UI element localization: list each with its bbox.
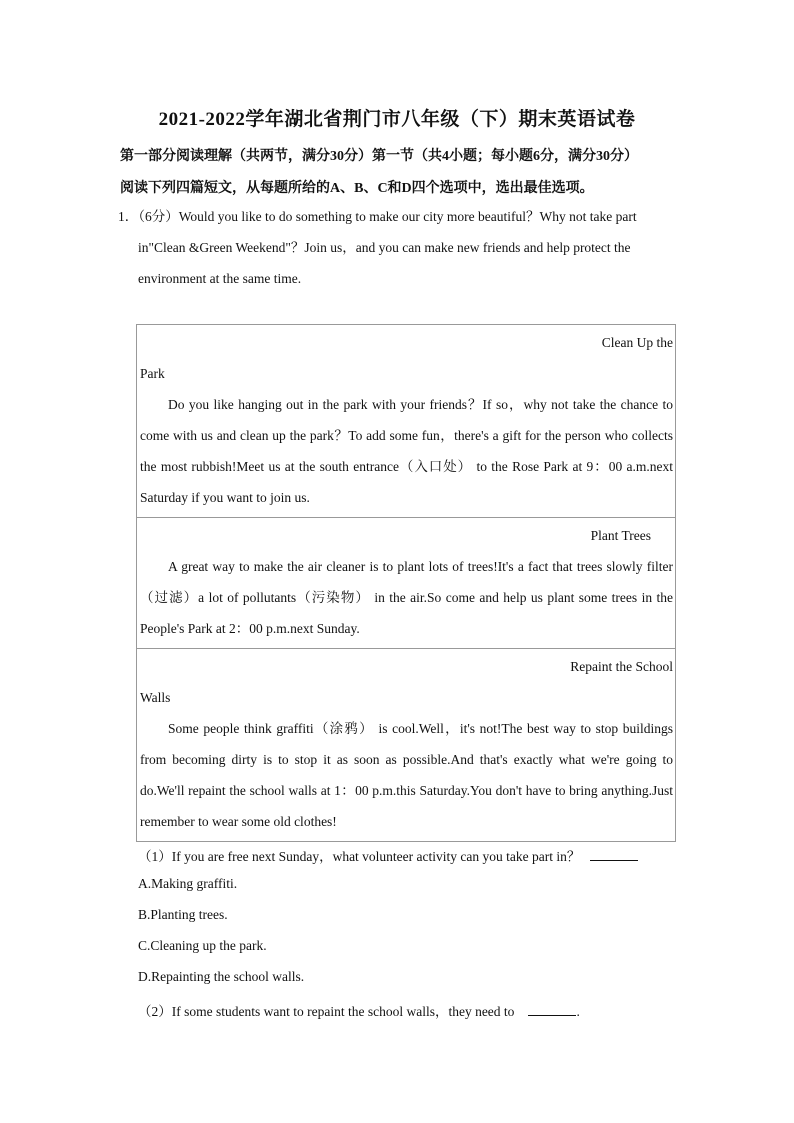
passage-table — [136, 324, 676, 842]
question-text-line3: environment at the same time. — [138, 271, 302, 286]
question-number: 1．（6分） — [118, 209, 179, 224]
table-row-plant-trees — [137, 518, 675, 649]
page-title: 2021-2022学年湖北省荆门市八年级（下）期末英语试卷 — [158, 109, 636, 130]
sub-question-1 — [138, 845, 638, 865]
question-1 — [118, 201, 674, 294]
option-d[interactable]: D.Repainting the school walls. — [138, 969, 305, 984]
row-body: Do you like hanging out in the park with your friends？If so，why not take the chance to come with us and clean up the park？To add some fun，there's a gift for the person who collects the most rubbish!Meet us at the south entrance（入口处） to the Rose Park at 9：00 a.m.next Saturday if you want to join us. — [140, 397, 673, 505]
question-text-line1: Would you like to do something to make our city more beautiful？Why not take part — [178, 209, 637, 224]
section-heading: 第一部分阅读理解（共两节，满分30分）第一节（共4小题；每小题6分，满分30分） — [120, 149, 638, 164]
row-title: Clean Up the — [601, 335, 673, 350]
sub-question-end: . — [576, 1004, 580, 1019]
row-title: Repaint the School — [570, 659, 673, 674]
row-title-continued: Park — [140, 366, 165, 381]
option-b[interactable]: B.Planting trees. — [138, 907, 228, 922]
sub-question-text: （2）If some students want to repaint the school walls，they need to — [138, 1004, 515, 1019]
table-row-clean-up-park — [137, 325, 675, 518]
sub-question-2 — [138, 1000, 580, 1020]
option-a[interactable]: A.Making graffiti. — [138, 876, 238, 891]
row-body: Some people think graffiti（涂鸦） is cool.Well，it's not!The best way to stop buildings from becoming dirty is to stop it as soon as possible.And that's exactly what we're going to do.We'll repaint the school walls at 1：00 p.m.this Saturday.You don't have to bring anything.Just remember to wear some old clothes! — [140, 721, 673, 829]
section-instructions: 阅读下列四篇短文，从每题所给的A、B、C和D四个选项中，选出最佳选项。 — [120, 181, 594, 196]
option-c[interactable]: C.Cleaning up the park. — [138, 938, 267, 953]
answer-blank[interactable] — [528, 1003, 576, 1016]
answer-blank[interactable] — [590, 848, 638, 861]
question-text-line2: in"Clean &Green Weekend"？Join us，and you can make new friends and help protect the — [138, 240, 631, 255]
row-title: Plant Trees — [590, 528, 651, 543]
row-body: A great way to make the air cleaner is to plant lots of trees!It's a fact that trees slowly filter （过滤）a lot of pollutants（污染物） in the air.So come and help us plant some trees in the People's Park at 2：00 p.m.next Sunday. — [140, 559, 673, 636]
sub-question-text: （1）If you are free next Sunday，what volunteer activity can you take part in？ — [138, 849, 581, 864]
row-title-continued: Walls — [140, 690, 171, 705]
table-row-repaint-walls — [137, 649, 675, 841]
